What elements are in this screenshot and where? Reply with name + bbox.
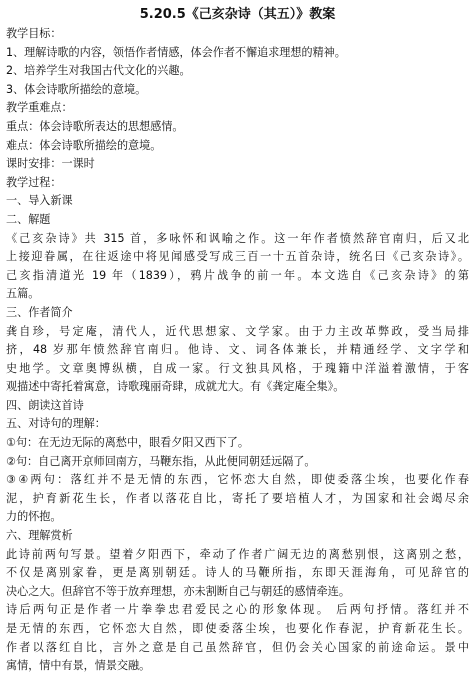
text-line: 五、对诗句的理解：: [6, 417, 106, 431]
text-line: 四、朗读这首诗: [6, 398, 84, 412]
text-line: 作者以落红自比，言外之意是自己虽然辞官，但仍会关心国家的前途命运。景中: [6, 640, 469, 654]
text-line: 难点：体会诗歌所描绘的意境。: [6, 138, 162, 152]
text-line: ①句：在无边无际的离愁中，眼看夕阳又西下了。: [6, 436, 249, 450]
lesson-plan-page: [0, 5, 475, 673]
text-line: ③④两句：落红并不是无情的东西，它怀恋大自然，即使委落尘埃，也要化作春: [6, 473, 469, 487]
text-line: ②句：自己离开京师回南方，马鞭东指，从此便同朝廷远隔了。: [6, 454, 316, 468]
text-line: 1、理解诗歌的内容，领悟作者情感，体会作者不懈追求理想的精神。: [6, 45, 346, 59]
text-line: 决心之大。但辞官不等于放弃理想，亦未割断自己与朝廷的感情牵连。: [6, 584, 350, 598]
document-title: 5.20.5《己亥杂诗（其五）》教案: [139, 7, 336, 22]
text-line: 课时安排：一课时: [6, 157, 95, 171]
text-line: 龚自珍，号定庵，清代人，近代思想家、文学家。由于力主改革弊政，受当局排: [6, 324, 469, 338]
text-line: 教学重难点：: [6, 101, 73, 115]
text-line: 是无情的东西，它怀恋大自然，即使委落尘埃，也要化作春泥，护育新花生长。: [6, 622, 469, 635]
text-line: 二、解题: [6, 212, 51, 226]
text-line: 五篇。: [6, 287, 40, 301]
document-body: [6, 25, 469, 676]
text-line: 教学目标：: [6, 27, 62, 40]
text-line: 三、作者简介: [6, 305, 73, 319]
text-line: 泥，护育新花生长，作者以落花自比，寄托了要培植人才，为国家和社会竭尽余: [6, 491, 469, 505]
text-line: 史地学。文章奥博纵横，自成一家。行文独具风格，于瑰籍中洋溢着激情，于客: [6, 361, 469, 375]
text-line: 上接迎眷属，在往返途中将见闻感受写成三百一十五首杂诗，统名曰《己亥杂诗》。: [6, 250, 469, 264]
text-line: 重点：体会诗歌所表达的思想感情。: [6, 119, 184, 133]
text-line: 《己亥杂诗》共 315 首，多咏怀和讽喻之作。这一年作者愤然辞官南归，后又北: [6, 231, 469, 245]
text-line: 挤，48 岁那年愤然辞官南归。他诗、文、词各体兼长，并精通经学、文字学和: [6, 343, 469, 357]
text-line: 诗后两句正是作者一片拳拳忠君爱民之心的形象体现。 后两句抒情。落红并不: [6, 603, 469, 617]
text-line: 此诗前两句写景。望着夕阳西下，牵动了作者广阔无边的离愁别恨，这离别之愁，: [6, 547, 469, 561]
text-line: 力的怀抱。: [6, 510, 62, 524]
text-line: 六、理解赏析: [6, 529, 73, 543]
text-line: 3、体会诗歌所描绘的意境。: [6, 82, 147, 96]
text-line: 一、导入新课: [6, 194, 73, 208]
text-line: 不仅是离别家眷，更是离别朝廷。诗人的马鞭所指，东即天涯海角，可见辞官的: [6, 566, 469, 580]
text-line: 寓情，情中有景，情景交融。: [6, 659, 151, 673]
text-line: 2、培养学生对我国古代文化的兴趣。: [6, 64, 191, 78]
text-line: 教学过程：: [6, 175, 62, 189]
text-line: 观描述中寄托着寓意，诗歌瑰丽奇肆，成就尤大。有《龚定庵全集》。: [6, 380, 345, 394]
text-line: 己亥指清道光 19 年（1839），鸦片战争的前一年。本文选自《己亥杂诗》的第: [6, 268, 469, 282]
